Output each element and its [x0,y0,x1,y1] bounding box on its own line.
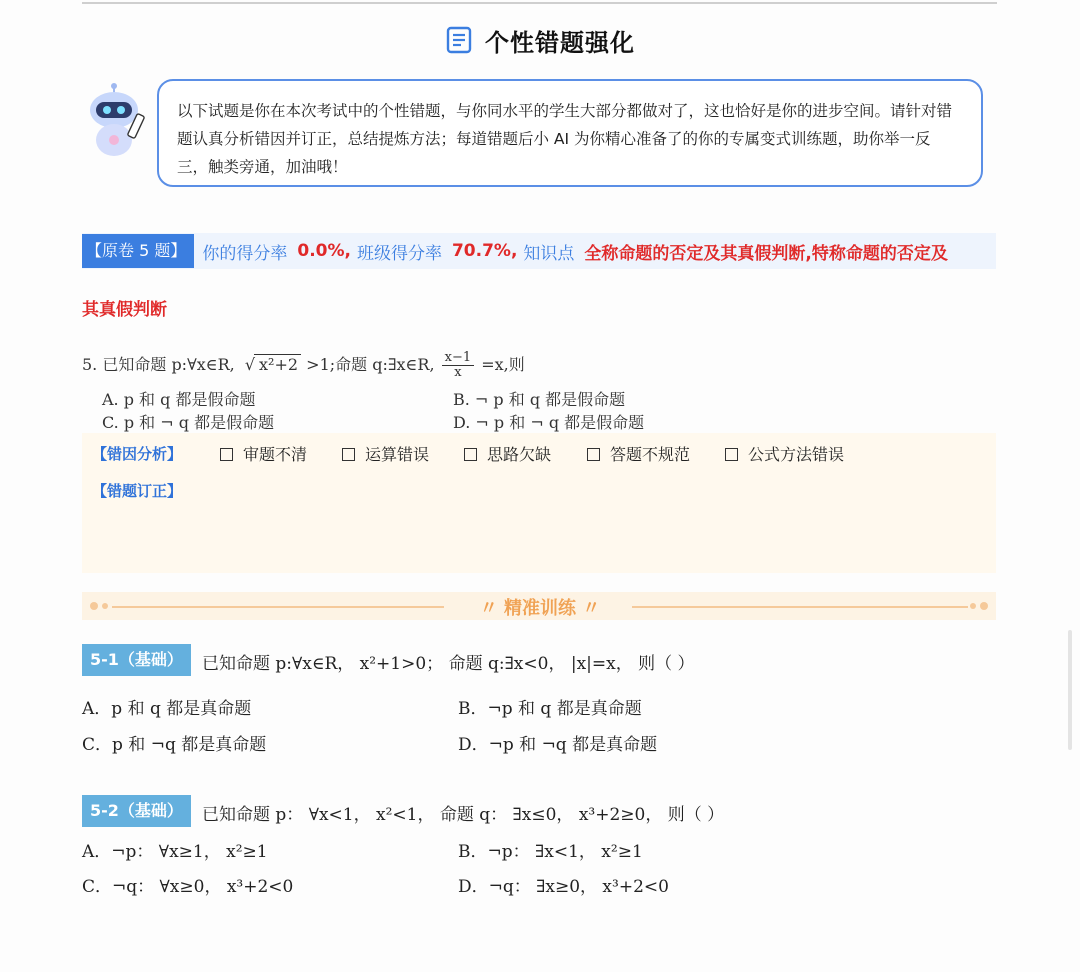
error-correction-label: 【错题订正】 [92,482,183,500]
original-question-bar [82,233,996,269]
training-stem-5-1: 已知命题 p:∀x∈R， x²+1>0； 命题 q:∃x<0， |x|=x， 则（ ） [202,654,695,674]
knowledge-point-text-continued: 其真假判断 [82,300,167,320]
checkbox-icon[interactable] [464,448,477,461]
question-5-stem: 5. 已知命题 p:∀x∈R, √ x²+2 >1;命题 q:∃x∈R, $\frac{x-1}{x}$ =x,则 [82,350,525,380]
training-tag-5-1: 5-1（基础） [82,644,191,676]
training-tag-5-2: 5-2（基础） [82,795,191,827]
original-question-tag: 【原卷 5 题】 [82,234,194,268]
error-option-3[interactable]: 思路欠缺 [464,442,551,465]
knowledge-point-label: 知识点 [523,243,575,264]
error-option-5[interactable]: 公式方法错误 [725,442,844,465]
sqrt-expression: √ x²+2 [254,354,301,374]
checkbox-icon[interactable] [342,448,355,461]
error-option-4[interactable]: 答题不规范 [587,442,690,465]
checkbox-icon[interactable] [220,448,233,461]
page-title [0,18,1080,62]
training-5-2-option-d: D．¬q： ∃x≥0， x³+2<0 [458,877,669,897]
intro-text: 以下试题是你在本次考试中的个性错题，与你同水平的学生大部分都做对了，这也恰好是你的进步空间。请针对错题认真分析错因并订正，总结提炼方法；每道错题后小 AI 为你精心准备了的你的专属变式训练题，助你举一反三，触类旁通，加油哦！ [177,102,953,176]
training-5-1-option-c: C．p 和 ¬q 都是真命题 [82,735,267,755]
training-stem-5-2: 已知命题 p： ∀x<1， x²<1， 命题 q： ∃x≤0， x³+2≥0， 则（ ） [202,805,725,825]
slash-decor-icon: 〃 [479,598,504,619]
intro-speech-bubble [157,79,983,187]
fraction: $\frac{x-1}{x}$ [442,351,475,380]
scrollbar[interactable] [1068,630,1072,750]
robot-mascot-icon [86,82,156,162]
question-5-option-b: B. ¬ p 和 q 都是假命题 [453,390,626,409]
error-analysis-label: 【错因分析】 [92,445,183,463]
knowledge-point-text: 全称命题的否定及其真假判断,特称命题的否定及 [584,243,948,264]
training-5-2-option-c: C．¬q： ∀x≥0， x³+2<0 [82,877,294,897]
class-rate-value: 70.7%, [451,241,518,261]
training-5-1-option-b: B．¬p 和 q 都是真命题 [458,699,642,719]
slash-decor-icon: 〃 [576,598,601,619]
title-text: 个性错题强化 [485,28,635,57]
checkbox-icon[interactable] [725,448,738,461]
list-document-icon [445,26,473,54]
error-option-2[interactable]: 运算错误 [342,442,429,465]
question-5-option-c: C. p 和 ¬ q 都是假命题 [102,413,275,432]
class-rate-label: 班级得分率 [356,243,442,264]
checkbox-icon[interactable] [587,448,600,461]
score-rate-value: 0.0%, [297,241,351,261]
question-5-option-a: A. p 和 q 都是假命题 [102,390,256,409]
training-5-1-option-d: D．¬p 和 ¬q 都是真命题 [458,735,658,755]
error-option-1[interactable]: 审题不清 [220,442,307,465]
top-divider [82,2,997,4]
score-rate-label: 你的得分率 [202,243,288,264]
training-5-1-option-a: A．p 和 q 都是真命题 [82,699,252,719]
training-title: 〃 精准训练 〃 [479,598,601,619]
training-5-2-option-a: A．¬p： ∀x≥1， x²≥1 [82,842,268,862]
question-5-option-d: D. ¬ p 和 ¬ q 都是假命题 [453,413,645,432]
training-5-2-option-b: B．¬p： ∃x<1， x²≥1 [458,842,643,862]
